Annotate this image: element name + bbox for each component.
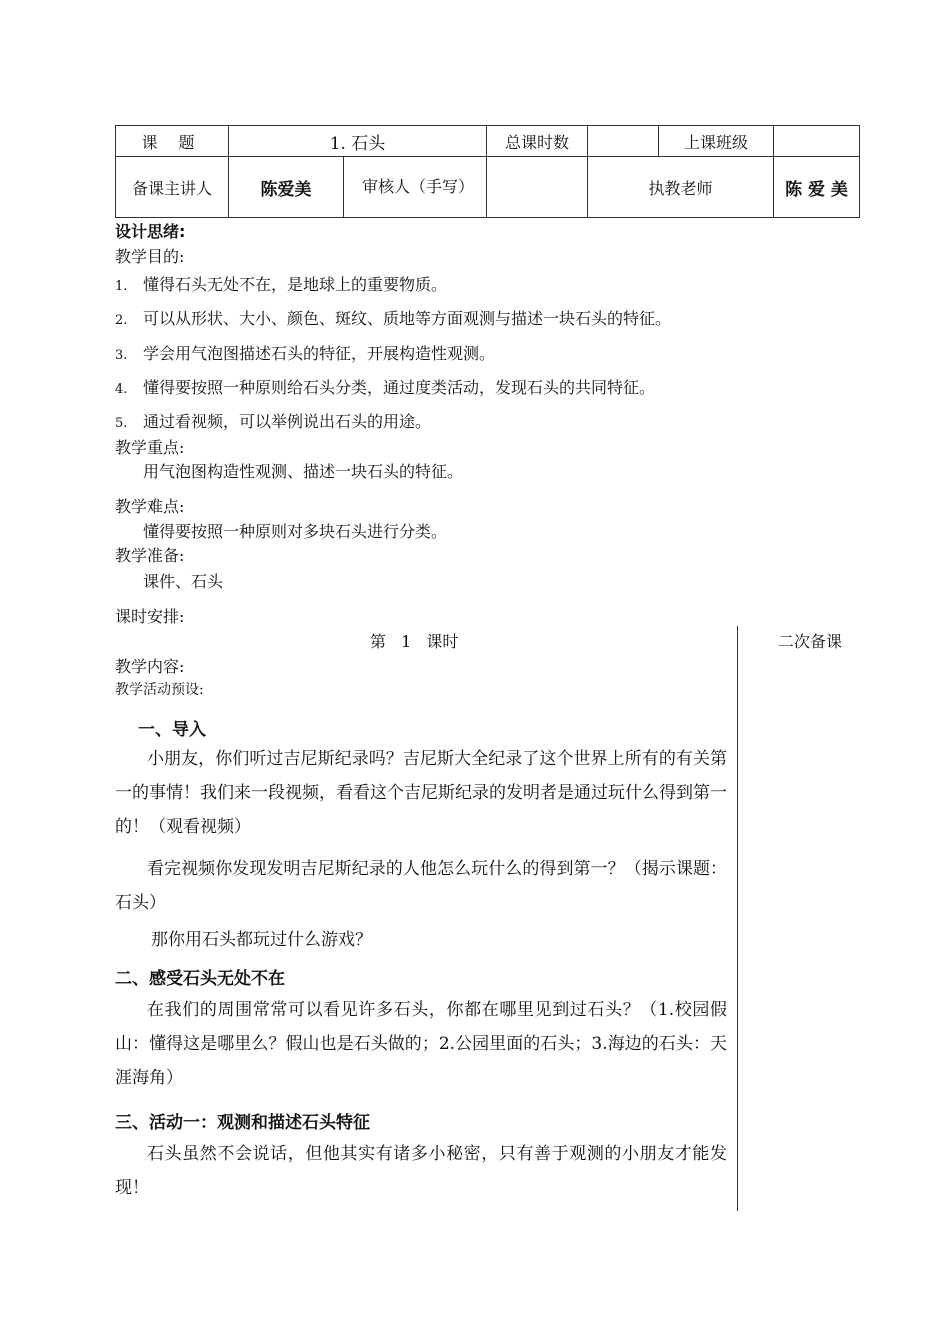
key-points-text: 用气泡图构造性观测、描述一块石头的特征。 [143, 462, 464, 481]
topic-label: 课 题 [116, 126, 229, 157]
section-2-title: 二、感受石头无处不在 [115, 969, 285, 989]
column-divider [737, 626, 738, 1211]
section-1-paragraph: 小朋友，你们听过吉尼斯纪录吗？吉尼斯大全纪录了这个世界上所有的有关第一的事情！我们来一段视频，看看这个吉尼斯纪录的发明者是通过玩什么得到第一的！（观看视频） [115, 749, 727, 837]
content-label: 教学内容: [115, 657, 185, 676]
goal-item [115, 272, 447, 295]
section-3-paragraph: 石头虽然不会说话，但他其实有诸多小秘密，只有善于观测的小朋友才能发现！ [115, 1144, 727, 1198]
goal-text: 可以从形状、大小、颜色、斑纹、质地等方面观测与描述一块石头的特征。 [143, 309, 672, 328]
goal-item [115, 306, 671, 329]
design-title: 设计思绪: [115, 222, 186, 241]
goal-text: 通过看视频，可以举例说出石头的用途。 [143, 412, 432, 431]
goal-item [115, 375, 655, 398]
topic-value: 1. 石头 [229, 126, 487, 157]
preparation-text: 课件、石头 [143, 572, 224, 591]
second-prep-label: 二次备课 [778, 632, 843, 651]
preparation-label: 教学准备: [115, 546, 185, 565]
goal-text: 学会用气泡图描述石头的特征，开展构造性观测。 [143, 344, 496, 363]
reviewer-label: 审核人（手写） [344, 157, 487, 218]
key-points-label: 教学重点: [115, 438, 185, 457]
goal-item [115, 409, 431, 432]
goal-number: 3. [115, 348, 128, 363]
total-hours-label: 总课时数 [487, 126, 588, 157]
total-hours-value [588, 126, 659, 157]
schedule-label: 课时安排: [115, 607, 185, 626]
section-1-paragraph: 那你用石头都玩过什么游戏？ [151, 930, 372, 950]
class-value [774, 126, 860, 157]
difficulty-label: 教学难点: [115, 497, 185, 516]
goal-item [115, 341, 495, 364]
class-label: 上课班级 [659, 126, 774, 157]
section-3-title: 三、活动一：观测和描述石头特征 [115, 1113, 370, 1133]
goal-number: 4. [115, 382, 128, 397]
preparer-label: 备课主讲人 [116, 157, 229, 218]
goals-label: 教学目的: [115, 247, 185, 266]
session-title: 第 1 课时 [370, 632, 459, 651]
reviewer-value [487, 157, 588, 218]
section-1-paragraph: 看完视频你发现发明吉尼斯纪录的人他怎么玩什么的得到第一？（揭示课题：石头） [115, 859, 727, 913]
goal-number: 2. [115, 313, 128, 328]
goal-number: 1. [115, 279, 128, 294]
teacher-label: 执教老师 [588, 157, 774, 218]
difficulty-text: 懂得要按照一种原则对多块石头进行分类。 [143, 522, 448, 541]
section-1-title: 一、导入 [138, 720, 206, 740]
lesson-header-table [115, 125, 860, 218]
preparer-value: 陈爱美 [229, 157, 344, 218]
goal-text: 懂得要按照一种原则给石头分类，通过度类活动，发现石头的共同特征。 [143, 378, 656, 397]
goal-text: 懂得石头无处不在，是地球上的重要物质。 [143, 275, 448, 294]
teacher-value: 陈 爱 美 [774, 157, 860, 218]
goal-number: 5. [115, 416, 128, 431]
activity-label: 教学活动预设: [115, 682, 204, 698]
section-2-paragraph: 在我们的周围常常可以看见许多石头，你都在哪里见到过石头？（1.校园假山：懂得这是哪里么？假山也是石头做的；2.公园里面的石头；3.海边的石头：天涯海角） [115, 1000, 727, 1088]
